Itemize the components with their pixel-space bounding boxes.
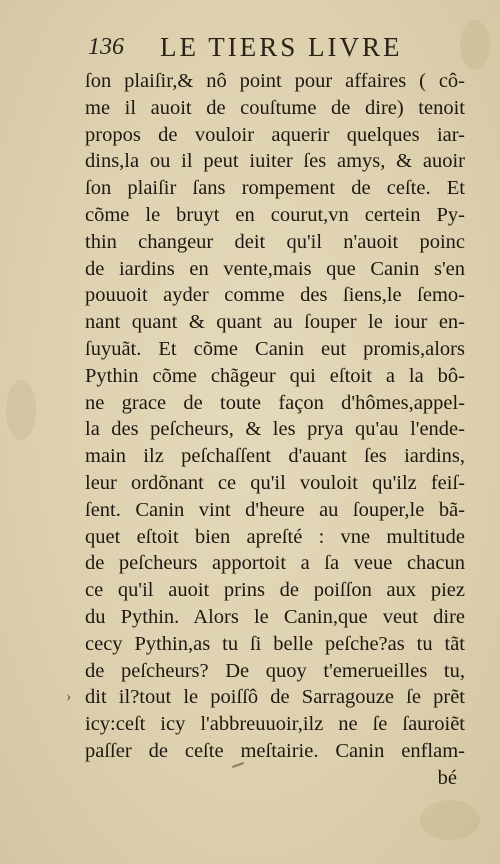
text-line: ſon plaiſir,& nô point pour affaires ( cô- xyxy=(85,70,465,92)
page-number: 136 xyxy=(88,34,124,60)
text-line: nant quant & quant au ſouper le iour en- xyxy=(85,311,465,334)
text-line: ne grace de toute façon d'hômes,appel- xyxy=(85,391,465,414)
running-head xyxy=(0,32,500,66)
text-line: leur ordõnant ce qu'il vouloit qu'ilz feiſ- xyxy=(85,471,465,494)
text-line: de iardins en vente,mais que Canin s'en xyxy=(85,257,465,280)
text-line: la des peſcheurs, & les prya qu'au l'ende- xyxy=(85,418,465,441)
text-line: paſſer de ceſte meſtairie. Canin enflam- xyxy=(85,739,465,762)
text-line: me il auoit de couſtume de dire) tenoit xyxy=(85,96,465,119)
text-line: du Pythin. Alors le Canin,que veut dire xyxy=(85,605,465,628)
text-line: cecy Pythin,as tu ſi belle peſche?as tu tãt xyxy=(85,632,465,655)
text-line: ſon plaiſir ſans rompement de ceſte. Et xyxy=(85,177,465,200)
text-line: ſuyuãt. Et cõme Canin eut promis,alors xyxy=(85,337,465,360)
paper-stain xyxy=(420,800,480,840)
body-text xyxy=(85,68,465,792)
catchword: bé xyxy=(437,766,457,789)
text-line: main ilz peſchaſſent d'auant ſes iardins, xyxy=(85,445,465,468)
text-line: ſent. Canin vint d'heure au ſouper,le bã- xyxy=(85,498,465,521)
paper-stain xyxy=(6,380,36,440)
text-line: dit il?tout le poiſſô de Sarragouze ſe prẽt xyxy=(85,686,465,709)
text-line: pouuoit ayder comme des ſiens,le ſemo- xyxy=(85,284,465,307)
text-line: propos de vouloir aquerir quelques iar- xyxy=(85,123,465,146)
text-line: ce qu'il auoit prins de poiſſon aux piez xyxy=(85,579,465,602)
text-line: thin changeur deit qu'il n'auoit poinc xyxy=(85,230,465,253)
text-line: Pythin cõme chãgeur qui eſtoit a la bô- xyxy=(85,364,465,387)
text-line: icy:ceſt icy l'abbreuuoir,ilz ne ſe ſauroiẽt xyxy=(85,713,465,736)
text-line: dins,la ou il peut iuiter ſes amys, & auoir xyxy=(85,150,465,173)
text-line: de peſcheurs apportoit a ſa veue chacun xyxy=(85,552,465,575)
running-title: LE TIERS LIVRE xyxy=(160,32,403,62)
text-line: cõme le bruyt en courut,vn certein Py- xyxy=(85,203,465,226)
margin-mark: › xyxy=(66,688,72,705)
text-line: de peſcheurs? De quoy t'emerueilles tu, xyxy=(85,659,465,682)
text-line: quet eſtoit bien apreſté : vne multitude xyxy=(85,525,465,548)
